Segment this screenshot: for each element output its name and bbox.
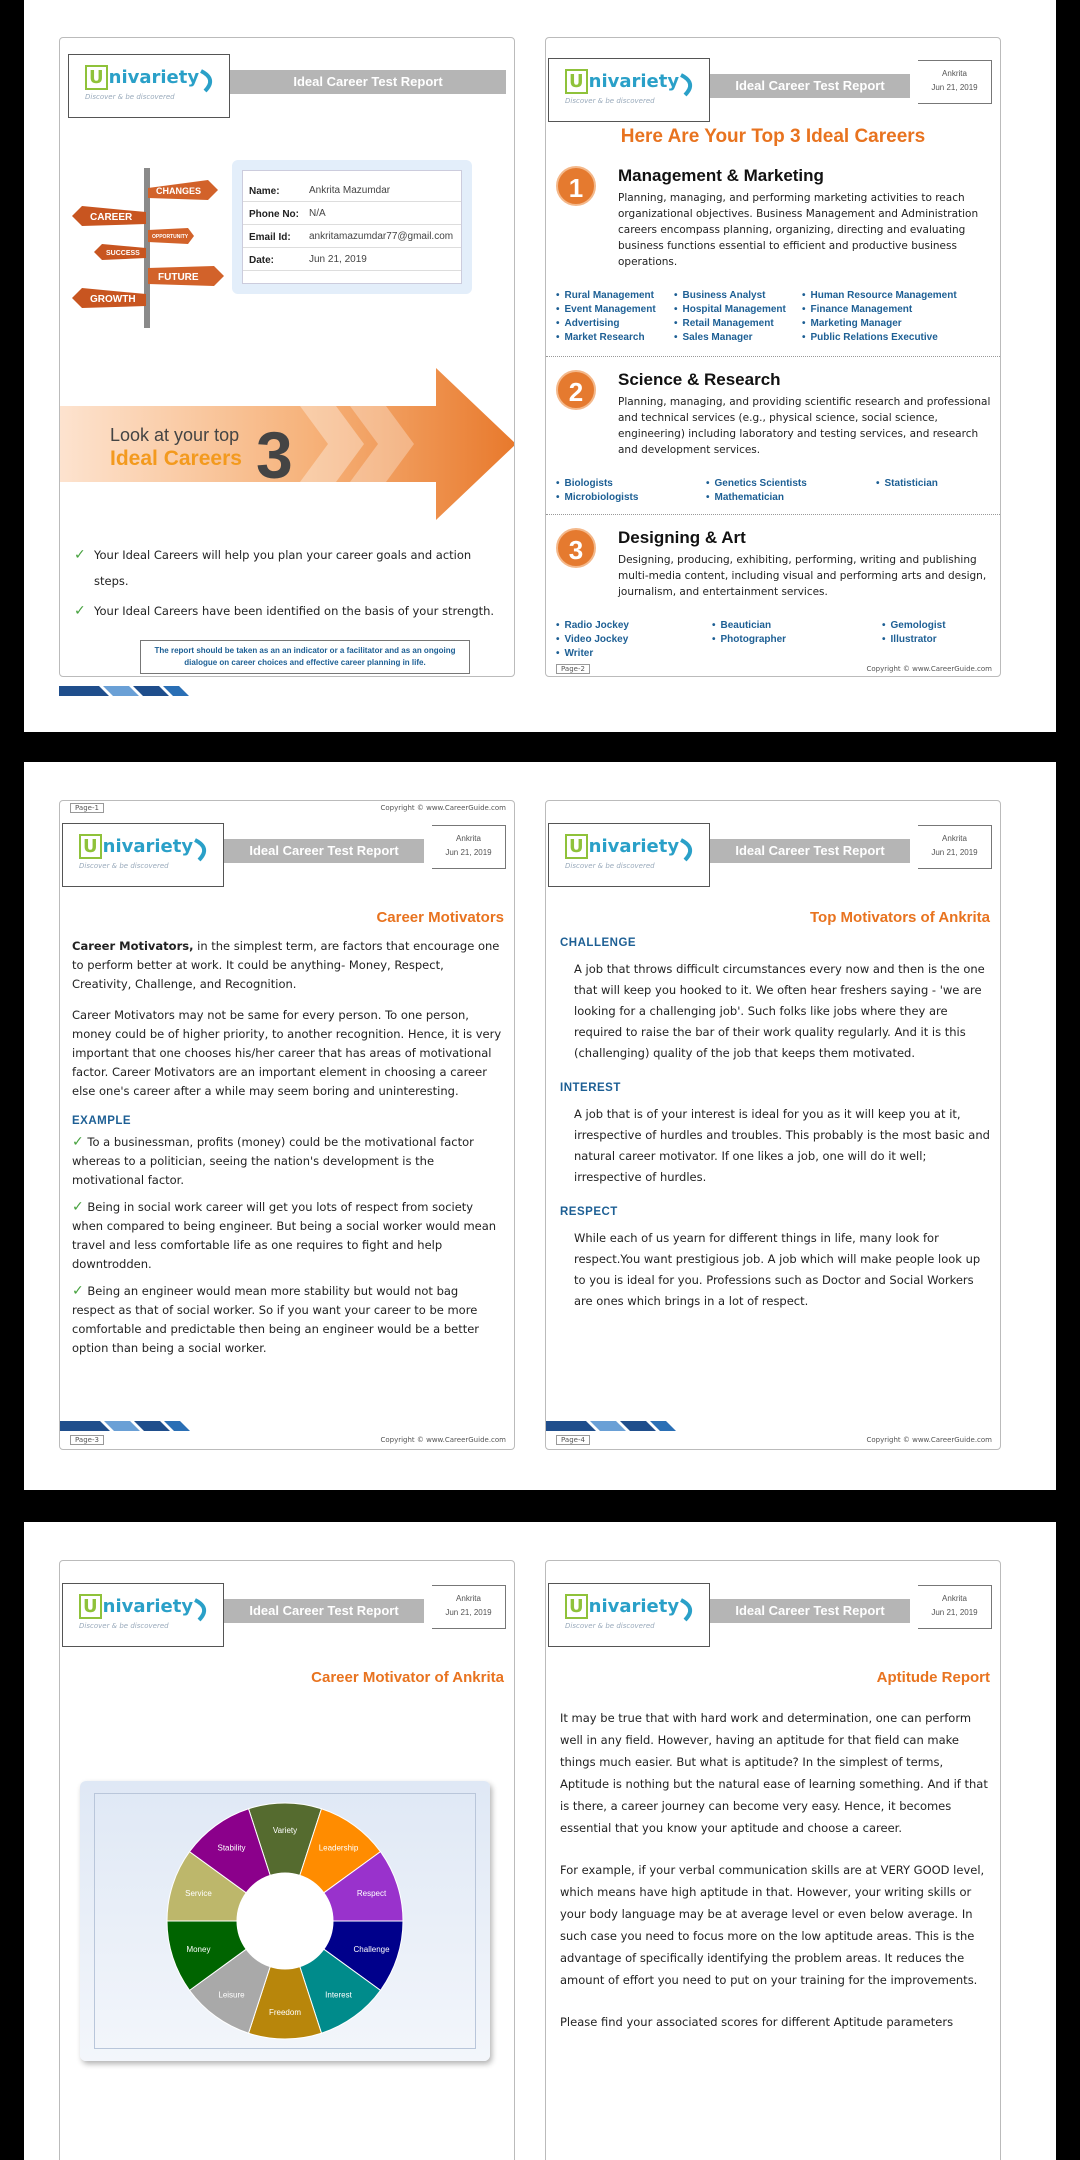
job-item: • Marketing Manager — [802, 318, 902, 329]
header-report-title: Ideal Career Test Report — [710, 1599, 910, 1623]
motivator-text: A job that throws difficult circumstances every now and then is the one that will keep you hooked to it. We often hear freshers saying - 'we are looking for a challenging job'. Such folks like jobs where they are required to raise the bar of their work quality regularly. And it is this (challenging) quality of the job that keeps them motivated. — [574, 962, 985, 1060]
report-title: Ideal Career Test Report — [230, 70, 506, 94]
section-title: Career Motivators — [376, 909, 504, 926]
job-item: • Human Resource Management — [802, 290, 957, 301]
top3-arrow-banner — [60, 368, 515, 520]
info-row-email: Email Id: ankritamazumdar77@gmail.com — [243, 225, 461, 248]
logo-swoosh-icon — [679, 1598, 699, 1622]
header-report-title: Ideal Career Test Report — [710, 74, 910, 98]
page-number: Page-1 — [70, 803, 104, 813]
example-3: ✓ Being an engineer would mean more stability but would not bag respect as that of social worker. So if you want your career to be more comfortable and predictable then being an engineer would be a better option than being a social worker. — [72, 1283, 480, 1355]
top3-page — [545, 37, 1001, 677]
check-icon: ✓ — [72, 1134, 84, 1150]
segment-label-respect: Respect — [356, 1888, 387, 1898]
rank-badge: 1 — [556, 166, 596, 206]
aptitude-body — [560, 1707, 988, 2033]
segment-label-money: Money — [186, 1945, 211, 1955]
arrow-number: 3 — [256, 418, 293, 492]
motivator-text: While each of us yearn for different things in life, many look for respect.You want prestigious job. A job which will make people look up to you is ideal for you. Professions such as Doctor and Social Workers are ones which brings in a lot of respect. — [574, 1231, 981, 1308]
page-header — [548, 823, 992, 891]
motivator-heading: CHALLENGE — [560, 937, 637, 949]
sign-career: CAREER — [90, 212, 133, 223]
segment-label-stability: Stability — [217, 1843, 246, 1853]
segment-label-variety: Variety — [272, 1826, 298, 1835]
career-signpost-illustration — [68, 158, 228, 328]
sheet-2 — [24, 762, 1056, 1490]
job-item: • Advertising — [556, 318, 620, 329]
copyright: Copyright © www.CareerGuide.com — [380, 804, 506, 812]
header-meta: Ankrita Jun 21, 2019 — [918, 60, 992, 104]
disclaimer-note: The report should be taken as an an indicator or a facilitator and as an ongoing dialogue on career choices and effective career planning in life. — [140, 640, 470, 674]
motivator-heading: INTEREST — [560, 1082, 621, 1094]
top3-title: Here Are Your Top 3 Ideal Careers — [620, 126, 926, 147]
logo-swoosh-icon — [199, 69, 219, 93]
logo-swoosh-icon — [193, 1598, 213, 1622]
sign-growth: GROWTH — [90, 294, 136, 305]
job-item: • Sales Manager — [674, 332, 753, 343]
career-desc: Planning, managing, and providing scientific research and professional and technical services (e.g., physical science, social science, engineering) including laboratory and testing services, and research and development services. — [618, 396, 991, 456]
check-icon: ✓ — [72, 1199, 84, 1215]
header-report-title: Ideal Career Test Report — [710, 839, 910, 863]
job-item: • Finance Management — [802, 304, 912, 315]
job-item: • Photographer — [712, 634, 786, 645]
career-title: Science & Research — [618, 370, 781, 389]
job-item: • Market Research — [556, 332, 645, 343]
check-icon: ✓ — [74, 547, 86, 563]
cover-bullet-2: ✓ Your Ideal Careers have been identified on the basis of your strength. — [74, 598, 502, 624]
section-title: Career Motivator of Ankrita — [311, 1669, 504, 1686]
sign-opportunity: OPPORTUNITY — [152, 234, 189, 240]
page-number: Page-2 — [556, 664, 590, 674]
info-row-phone: Phone No: N/A — [243, 202, 461, 225]
career-3 — [556, 524, 1000, 659]
sheet-1 — [24, 0, 1056, 732]
segment-label-leisure: Leisure — [218, 1990, 245, 2000]
page-number: Page-4 — [556, 1435, 590, 1445]
job-item: • Event Management — [556, 304, 656, 315]
job-item: • Beautician — [712, 620, 771, 631]
rank-badge: 3 — [556, 528, 596, 568]
header-report-title: Ideal Career Test Report — [224, 839, 424, 863]
logo: U nivariety Discover & be discovered — [62, 1583, 224, 1647]
sign-future: FUTURE — [158, 272, 199, 283]
sign-success: SUCCESS — [106, 250, 140, 257]
paragraph: For example, if your verbal communication skills are at VERY GOOD level, which means have high aptitude in that. However, your writing skills or your body language may be at average level or even below average. In such case you need to focus more on the low aptitude areas. This is the advantage of specifically identifying the problem areas. It reduces the amount of effort you need to put on your training for the improvements. — [560, 1863, 985, 1987]
top-motivators-page — [545, 800, 1001, 1450]
divider — [546, 514, 1000, 515]
job-item: • Video Jockey — [556, 634, 628, 645]
career-2 — [556, 366, 1000, 506]
example-1: ✓ To a businessman, profits (money) could be the motivational factor whereas to a politician, seeing the nation's development is the motivational factor. — [72, 1134, 474, 1187]
page-header — [548, 1583, 992, 1651]
job-item: • Public Relations Executive — [802, 332, 938, 343]
segment-label-interest: Interest — [325, 1990, 352, 2000]
logo: U nivariety Discover & be discovered — [548, 58, 710, 122]
copyright: Copyright © www.CareerGuide.com — [380, 1436, 506, 1444]
career-title: Designing & Art — [618, 528, 746, 547]
example-2: ✓ Being in social work career will get you lots of respect from society when compared to being engineer. But being a social worker would mean travel and less comfortable life as one requires to fight and help downtrodden. — [72, 1199, 497, 1271]
logo: U nivariety Discover & be discovered — [548, 1583, 710, 1647]
candidate-info-table — [242, 170, 462, 284]
info-row-name: Name: Ankrita Mazumdar — [243, 179, 461, 202]
chart-card — [80, 1781, 490, 2061]
example-heading: EXAMPLE — [72, 1115, 132, 1127]
job-item: • Mathematician — [706, 492, 784, 503]
logo-wordmark: U nivariety — [85, 67, 199, 88]
page-top-strip — [60, 801, 514, 817]
job-item: • Statistician — [876, 478, 938, 489]
page-header — [62, 823, 506, 891]
arrow-line1: Look at your top — [110, 425, 240, 445]
logo-tagline: Discover & be discovered — [85, 93, 175, 101]
paragraph: Please find your associated scores for different Aptitude parameters — [560, 2015, 954, 2029]
donut-hole — [237, 1873, 333, 1969]
paragraph: Career Motivators may not be same for every person. To one person, money could be of higher priority, to another recognition. Hence, it is very important that one chooses his/her career that has areas of motivational factor. Career Motivators are an important element in choosing a career else one's career after a while may seem boring and uninteresting. — [72, 1008, 502, 1098]
header-meta: Ankrita Jun 21, 2019 — [918, 1585, 992, 1629]
job-item: • Writer — [556, 648, 593, 659]
divider — [546, 356, 1000, 357]
page-footer — [60, 1433, 514, 1449]
job-item: • Rural Management — [556, 290, 654, 301]
job-item: • Radio Jockey — [556, 620, 629, 631]
segment-label-service: Service — [185, 1888, 212, 1898]
blue-stripe-decoration — [59, 686, 189, 696]
job-item: • Microbiologists — [556, 492, 638, 503]
header-meta: Ankrita Jun 21, 2019 — [918, 825, 992, 869]
motivator-donut-chart — [80, 1781, 490, 2061]
sign-changes: CHANGES — [156, 186, 202, 196]
logo-swoosh-icon — [679, 73, 699, 97]
career-motivators-page — [59, 800, 515, 1450]
cover-bullets — [74, 542, 502, 624]
job-item: • Illustrator — [882, 634, 937, 645]
cover-bullet-1: ✓ Your Ideal Careers will help you plan your career goals and action steps. — [74, 542, 502, 594]
copyright: Copyright © www.CareerGuide.com — [866, 1436, 992, 1444]
job-item: • Biologists — [556, 478, 613, 489]
section-title: Top Motivators of Ankrita — [810, 909, 990, 926]
segment-label-challenge: Challenge — [353, 1945, 390, 1955]
header-meta: Ankrita Jun 21, 2019 — [432, 1585, 506, 1629]
check-icon: ✓ — [72, 1283, 84, 1299]
job-item: • Business Analyst — [674, 290, 766, 301]
candidate-info-box — [232, 160, 472, 294]
blue-stripe-decoration — [60, 1421, 190, 1431]
segment-label-leadership: Leadership — [318, 1843, 359, 1853]
section-title: Aptitude Report — [876, 1669, 990, 1686]
header-report-title: Ideal Career Test Report — [224, 1599, 424, 1623]
motivator-chart-page — [59, 1560, 515, 2160]
motivators-body — [72, 937, 502, 1358]
motivator-text: A job that is of your interest is ideal for you as it will keep you at it, irrespective of hurdles and troubles. This probably is the most basic and natural career motivator. If one likes a job, one will do it well; irrespective of hurdles. — [574, 1107, 990, 1184]
arrow-line2: Ideal Careers — [110, 447, 242, 470]
logo: U nivariety Discover & be discovered — [548, 823, 710, 887]
check-icon: ✓ — [74, 603, 86, 619]
paragraph: It may be true that with hard work and determination, one can perform well in any field. However, having an aptitude for that field can make things much easier. But what is aptitude? In the simplest of terms, Aptitude is nothing but the natural ease of learning something. And if that is there, a career journey can become very easy. Hence, it becomes essential that you know your aptitude and choose a career. — [560, 1711, 988, 1835]
page-header — [548, 58, 992, 126]
page-footer — [546, 662, 1000, 677]
motivator-heading: RESPECT — [560, 1206, 618, 1218]
header-meta: Ankrita Jun 21, 2019 — [432, 825, 506, 869]
rank-badge: 2 — [556, 370, 596, 410]
cover-page — [59, 37, 515, 677]
job-item: • Hospital Management — [674, 304, 786, 315]
job-item: • Retail Management — [674, 318, 774, 329]
career-title: Management & Marketing — [618, 166, 824, 185]
aptitude-page — [545, 1560, 1001, 2160]
top-motivators-body — [560, 937, 990, 1312]
page-footer — [546, 1433, 1000, 1449]
job-item: • Gemologist — [882, 620, 946, 631]
blue-stripe-decoration — [546, 1421, 676, 1431]
job-item: • Genetics Scientists — [706, 478, 807, 489]
cover-header — [68, 54, 506, 122]
logo-swoosh-icon — [193, 838, 213, 862]
copyright: Copyright © www.CareerGuide.com — [866, 665, 992, 673]
page-number: Page-3 — [70, 1435, 104, 1445]
logo: U nivariety Discover & be discovered — [62, 823, 224, 887]
page-header — [62, 1583, 506, 1651]
sheet-3 — [24, 1522, 1056, 2160]
career-desc: Designing, producing, exhibiting, performing, writing and publishing multi-media content, including visual and performing arts and design, journalism, and entertainment services. — [618, 554, 987, 598]
logo-swoosh-icon — [679, 838, 699, 862]
career-desc: Planning, managing, and performing marketing activities to reach organizational objectives. Business Management and Administration careers encompass planning, organizing, directing and evaluating business functions essential to efficient and productive business operations. — [618, 192, 979, 268]
intro-paragraph: Career Motivators, in the simplest term, are factors that encourage one to perform better at work. It could be anything- Money, Respect, Creativity, Challenge, and Recognition. — [72, 939, 500, 991]
segment-label-freedom: Freedom — [268, 2008, 302, 2017]
logo — [68, 54, 230, 118]
info-row-date: Date: Jun 21, 2019 — [243, 248, 461, 271]
